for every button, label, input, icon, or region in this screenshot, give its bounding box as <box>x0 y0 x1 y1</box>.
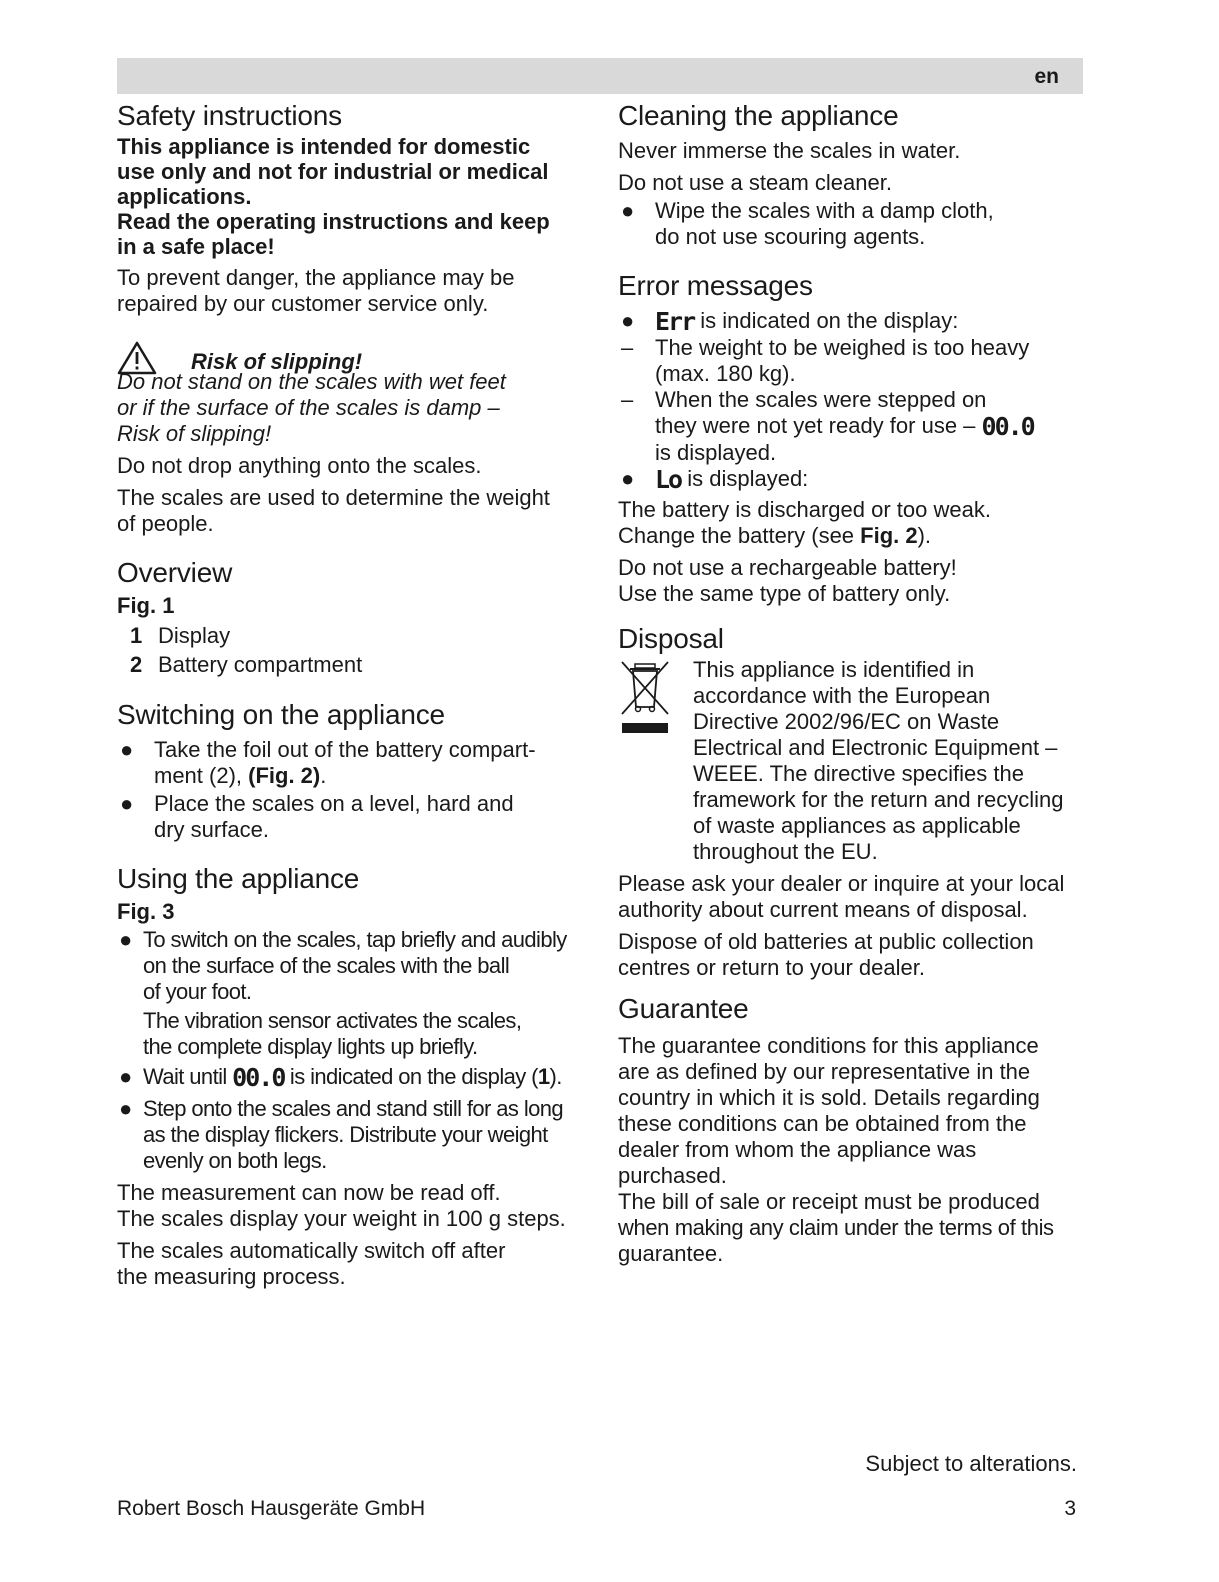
disposal-text: Electrical and Electronic Equipment – <box>693 735 1058 760</box>
bullet-icon: ● <box>120 791 134 816</box>
disposal-text: accordance with the European <box>693 683 991 708</box>
disposal-ask-text: Please ask your dealer or inquire at your local <box>618 871 1065 896</box>
weee-crossed-bin-icon <box>620 659 670 735</box>
disposal-block <box>618 657 1088 865</box>
switching-title: Switching on the appliance <box>117 699 445 730</box>
battery-text: Change the battery (see <box>618 523 861 548</box>
bullet-text: as the display flickers. Distribute your weight <box>143 1122 548 1147</box>
bullet-icon: ● <box>621 308 635 333</box>
error-dash-item <box>618 335 1088 387</box>
warning-line: Do not stand on the scales with wet feet <box>117 369 506 394</box>
bullet-text: ment (2), <box>154 763 249 788</box>
drop-text: Do not drop anything onto the scales. <box>117 453 482 478</box>
battery-text: ). <box>917 523 932 548</box>
bullet-text: Step onto the scales and stand still for as long <box>143 1096 564 1121</box>
guarantee-text: dealer from whom the appliance was <box>618 1137 977 1162</box>
bullet-text: Wait until <box>143 1064 233 1089</box>
switching-bullet <box>117 737 585 789</box>
disposal-text: framework for the return and recycling <box>693 787 1064 812</box>
safety-title: Safety instructions <box>117 100 342 131</box>
bullet-subtext: The vibration sensor activates the scales, <box>143 1008 522 1033</box>
overview-title: Overview <box>117 557 233 588</box>
bullet-text: is indicated on the display ( <box>284 1064 538 1089</box>
dash-text: When the scales were stepped on <box>655 387 987 412</box>
disposal-text: Directive 2002/96/EC on Waste <box>693 709 1000 734</box>
bullet-icon: ● <box>119 927 132 952</box>
disposal-text: WEEE. The directive specifies the <box>693 761 1024 786</box>
overview-item-label: Display <box>158 623 231 648</box>
dash-text: The weight to be weighed is too heavy <box>655 335 1030 360</box>
bullet-icon: ● <box>621 198 635 223</box>
bullet-text: Place the scales on a level, hard and <box>154 791 514 816</box>
using-title: Using the appliance <box>117 863 360 894</box>
guarantee-text: when making any claim under the terms of this <box>618 1215 1054 1240</box>
warning-block <box>117 337 585 377</box>
bullet-text: Take the foil out of the battery compart- <box>154 737 536 762</box>
disposal-battery-text: Dispose of old batteries at public collection <box>618 929 1034 954</box>
overview-item-num: 1 <box>130 623 143 648</box>
errors-title: Error messages <box>618 270 813 301</box>
bullet-icon: ● <box>621 466 635 491</box>
guarantee-text: are as defined by our representative in the <box>618 1059 1031 1084</box>
bullet-text: do not use scouring agents. <box>655 224 926 249</box>
battery-text: Use the same type of battery only. <box>618 581 951 606</box>
bullet-text: dry surface. <box>154 817 269 842</box>
using-after-text: The scales display your weight in 100 g steps. <box>117 1206 566 1231</box>
guarantee-text: guarantee. <box>618 1241 724 1266</box>
using-after-text: The measurement can now be read off. <box>117 1180 501 1205</box>
disposal-title: Disposal <box>618 623 724 654</box>
danger-text: repaired by our customer service only. <box>117 291 489 316</box>
fig-ref: (Fig. 2) <box>248 763 321 788</box>
bullet-text: is indicated on the display: <box>694 308 959 333</box>
error-dash-item <box>618 387 1088 466</box>
bullet-text: is displayed: <box>681 466 809 491</box>
dash-icon: – <box>621 387 634 412</box>
language-code: en <box>1034 65 1059 88</box>
overview-item-label: Battery compartment <box>158 652 363 677</box>
subject-to-alterations: Subject to alterations. <box>865 1451 1077 1476</box>
battery-text: Do not use a rechargeable battery! <box>618 555 957 580</box>
using-bullet <box>117 1096 585 1174</box>
dash-icon: – <box>621 335 634 360</box>
cleaning-text: Never immerse the scales in water. <box>618 138 961 163</box>
page-number: 3 <box>1064 1497 1076 1520</box>
safety-bold-line: use only and not for industrial or medical <box>117 159 549 184</box>
overview-item <box>117 621 585 650</box>
safety-bold-line: applications. <box>117 184 252 209</box>
disposal-text: This appliance is identified in <box>693 657 975 682</box>
guarantee-title: Guarantee <box>618 993 749 1024</box>
danger-text: To prevent danger, the appliance may be <box>117 265 515 290</box>
safety-bold-line: This appliance is intended for domestic <box>117 134 531 159</box>
warning-triangle-icon <box>117 341 157 375</box>
cleaning-bullet <box>618 198 1088 250</box>
error-bullet <box>618 308 1088 335</box>
disposal-ask-text: authority about current means of disposal. <box>618 897 1028 922</box>
right-column <box>618 98 1088 1267</box>
warning-line: or if the surface of the scales is damp – <box>117 395 500 420</box>
language-bar <box>117 58 1083 94</box>
bullet-text: . <box>320 763 327 788</box>
bullet-text: ). <box>549 1064 562 1089</box>
bullet-text: Wipe the scales with a damp cloth, <box>655 198 994 223</box>
error-bullet <box>618 466 1088 493</box>
guarantee-text: The bill of sale or receipt must be produced <box>618 1189 1040 1214</box>
disposal-text: of waste appliances as applicable <box>693 813 1021 838</box>
dash-text: they were not yet ready for use – <box>655 413 982 438</box>
bullet-icon: ● <box>119 1064 132 1089</box>
purpose-text: The scales are used to determine the weight <box>117 485 550 510</box>
using-fig: Fig. 3 <box>117 899 175 924</box>
bullet-text: of your foot. <box>143 979 252 1004</box>
bullet-text: on the surface of the scales with the ball <box>143 953 510 978</box>
safety-bold-line: in a safe place! <box>117 234 275 259</box>
display-ref: 1 <box>537 1064 550 1089</box>
using-bullet <box>117 1064 585 1091</box>
bullet-text: evenly on both legs. <box>143 1148 327 1173</box>
safety-bold-line: Read the operating instructions and keep <box>117 209 550 234</box>
lcd-readout: 00.0 <box>981 412 1034 441</box>
switching-bullet <box>117 791 585 843</box>
left-column <box>117 98 585 1290</box>
using-bullet <box>117 927 585 1060</box>
bullet-subtext: the complete display lights up briefly. <box>143 1034 478 1059</box>
dash-text: is displayed. <box>655 440 777 465</box>
cleaning-title: Cleaning the appliance <box>618 100 899 131</box>
lcd-error-code: Err <box>655 307 695 336</box>
overview-item-num: 2 <box>130 652 143 677</box>
guarantee-text: The guarantee conditions for this appliance <box>618 1033 1039 1058</box>
bullet-text: To switch on the scales, tap briefly and audibly <box>143 927 567 952</box>
using-after-text: The scales automatically switch off after <box>117 1238 506 1263</box>
fig-ref: Fig. 2 <box>860 523 918 548</box>
cleaning-text: Do not use a steam cleaner. <box>618 170 892 195</box>
bullet-icon: ● <box>120 737 134 762</box>
guarantee-text: these conditions can be obtained from the <box>618 1111 1027 1136</box>
warning-line: Risk of slipping! <box>117 421 272 446</box>
overview-item <box>117 650 585 679</box>
lcd-readout: 00.0 <box>232 1063 285 1092</box>
warning-title: Risk of slipping! <box>191 349 363 374</box>
using-after-text: the measuring process. <box>117 1264 346 1289</box>
lcd-low-code: Lo <box>655 465 682 494</box>
disposal-battery-text: centres or return to your dealer. <box>618 955 925 980</box>
bullet-icon: ● <box>119 1096 132 1121</box>
guarantee-text: country in which it is sold. Details regarding <box>618 1085 1040 1110</box>
overview-fig: Fig. 1 <box>117 593 175 618</box>
dash-text: (max. 180 kg). <box>655 361 796 386</box>
disposal-text: throughout the EU. <box>693 839 878 864</box>
battery-text: The battery is discharged or too weak. <box>618 497 991 522</box>
purpose-text: of people. <box>117 511 214 536</box>
guarantee-text: purchased. <box>618 1163 727 1188</box>
company-name: Robert Bosch Hausgeräte GmbH <box>117 1497 426 1520</box>
